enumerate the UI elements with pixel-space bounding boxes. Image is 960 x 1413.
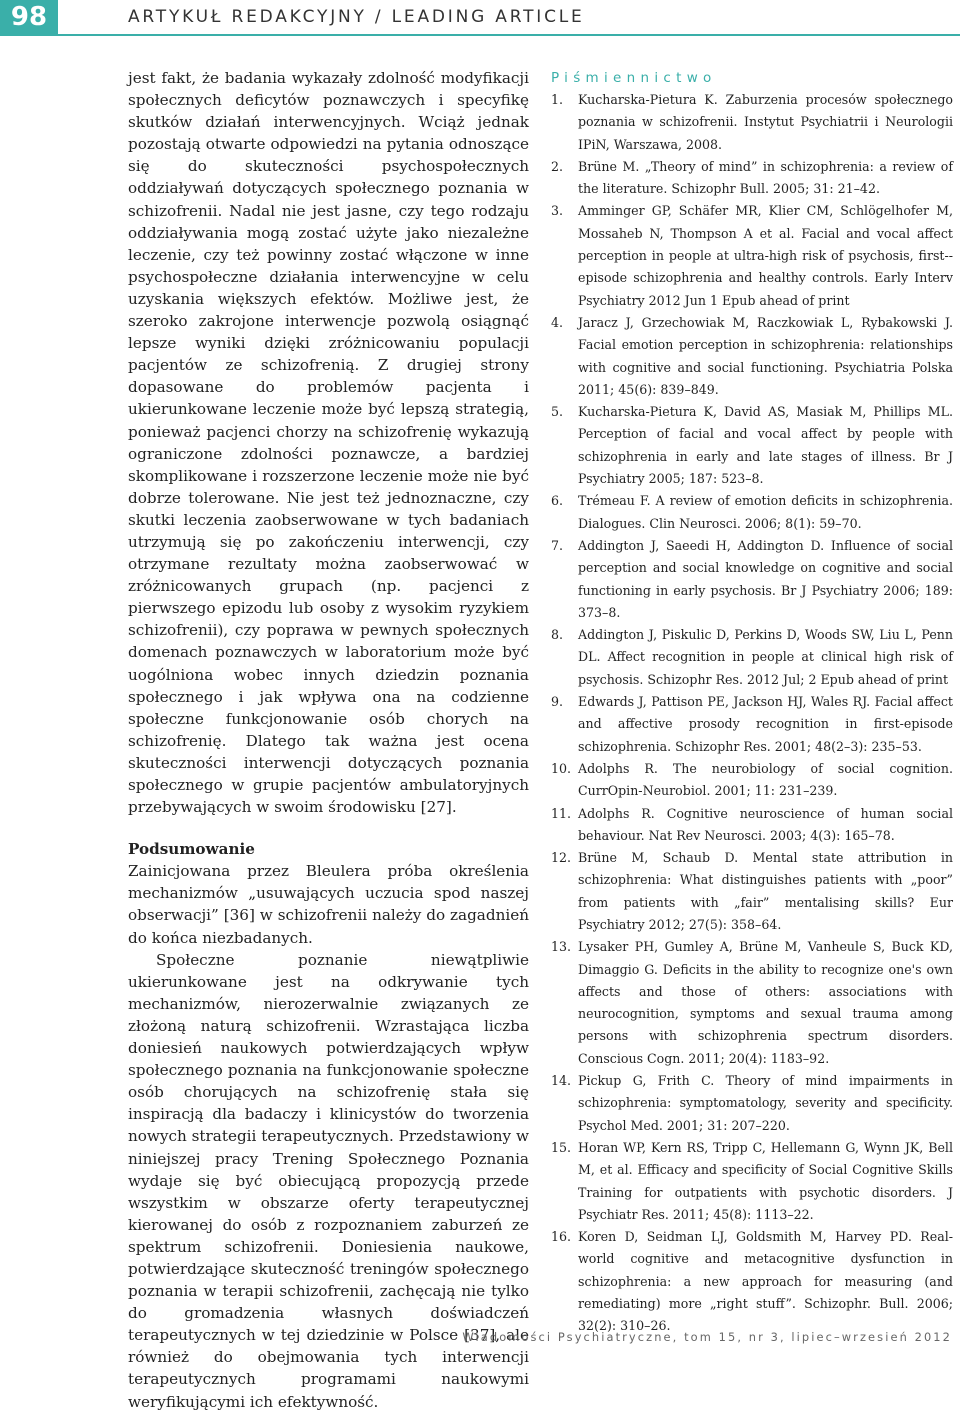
- reference-item: [551, 535, 953, 624]
- reference-item: [551, 312, 953, 401]
- reference-text: Brüne M, Schaub D. Mental state attribution in schizophrenia: What distinguishes patients with „poor” from patients with „fair” mentalising skills? Eur Psychiatry 2012; 27(5): 358–64.: [578, 850, 953, 932]
- reference-item: [551, 1070, 953, 1137]
- reference-number: 3.: [551, 203, 564, 219]
- page-header: [0, 0, 960, 36]
- article-body: [128, 67, 529, 1413]
- reference-number: 1.: [551, 92, 564, 107]
- reference-number: 10.: [551, 760, 572, 776]
- reference-text: Trémeau F. A review of emotion deficits in schizophrenia. Dialogues. Clin Neurosci. 2006; 8(1): 59–70.: [578, 493, 953, 531]
- reference-number: 7.: [551, 537, 564, 553]
- section-heading: Podsumowanie: [128, 840, 255, 859]
- reference-item: [551, 803, 953, 848]
- running-head: ARTYKUŁ REDAKCYJNY / LEADING ARTICLE: [128, 7, 585, 27]
- reference-number: 15.: [551, 1139, 572, 1155]
- reference-item: [551, 156, 953, 201]
- page-number: 98: [0, 0, 58, 34]
- reference-text: Pickup G, Frith C. Theory of mind impairments in schizophrenia: symptomatology, severity and specificity. Psychol Med. 2001; 31: 207–220.: [578, 1073, 953, 1133]
- reference-list: [551, 89, 953, 1338]
- reference-number: 9.: [551, 694, 564, 710]
- reference-text: Kucharska-Pietura K, David AS, Masiak M, Phillips ML. Perception of facial and vocal affect by people with schizophrenia in early and late stages of illness. Br J Psychiatry 2005; 187: 523–8.: [578, 404, 953, 487]
- reference-text: Addington J, Saeedi H, Addington D. Influence of social perception and social knowledge on cognitive and social functioning in early psychosis. Br J Psychiatry 2006; 189: 373–8.: [578, 537, 953, 620]
- reference-item: [551, 89, 953, 156]
- reference-number: 8.: [551, 627, 564, 643]
- reference-number: 11.: [551, 805, 572, 821]
- references-section: [551, 68, 953, 1338]
- reference-number: 5.: [551, 404, 564, 420]
- reference-number: 16.: [551, 1229, 572, 1245]
- reference-item: [551, 691, 953, 758]
- reference-text: Koren D, Seidman LJ, Goldsmith M, Harvey PD. Real-world cognitive and metacognitive dysfunction in schizophrenia: a new approach for measuring (and remediating) more „right stuff”. Schizophr. Bull. 2006; 32(2): 310–26.: [578, 1229, 953, 1334]
- reference-text: Amminger GP, Schäfer MR, Klier CM, Schlögelhofer M, Mossaheb N, Thompson A et al. Facial and vocal affect perception in people at ultra-high risk of psychosis, first--episode schizophrenia and healthy controls. Early Interv Psychiatry 2012 Jun 1 Epub ahead of print: [578, 203, 953, 308]
- reference-number: 13.: [551, 939, 572, 955]
- reference-text: Brüne M. „Theory of mind” in schizophrenia: a review of the literature. Schizophr Bull. 2005; 31: 21–42.: [578, 158, 953, 197]
- reference-text: Addington J, Piskulic D, Perkins D, Woods SW, Liu L, Penn DL. Affect recognition in people at clinical high risk of psychosis. Schizophr Res. 2012 Jul; 2 Epub ahead of print: [578, 627, 953, 687]
- reference-item: [551, 1137, 953, 1226]
- reference-item: [551, 200, 953, 311]
- reference-item: [551, 936, 953, 1070]
- body-paragraph: Zainicjowana przez Bleulera próba określenia mechanizmów „usuwających uczucia spod naszej obserwacji” [36] w schizofrenii należy do zagadnień do końca niezbadanych.: [128, 862, 529, 947]
- journal-footer: Wiadomości Psychiatryczne, tom 15, nr 3, lipiec–wrzesień 2012: [462, 1330, 952, 1344]
- reference-item: [551, 758, 953, 803]
- reference-text: Adolphs R. The neurobiology of social cognition. CurrOpin-Neurobiol. 2001; 11: 231–239.: [578, 760, 953, 799]
- reference-text: Jaracz J, Grzechowiak M, Raczkowiak L, Rybakowski J. Facial emotion perception in schizophrenia: relationships with cognitive and social functioning. Psychiatria Polska 2011; 45(6): 839–849.: [578, 314, 953, 397]
- reference-number: 12.: [551, 850, 572, 866]
- reference-item: [551, 624, 953, 691]
- reference-text: Lysaker PH, Gumley A, Brüne M, Vanheule S, Buck KD, Dimaggio G. Deficits in the ability to recognize one's own affects and those of others: associations with neurocognition, symptoms and sexual trauma among persons with schizophrenia spectrum disorders. Conscious Cogn. 2011; 20(4): 1183–92.: [578, 939, 953, 1066]
- header-rule: [0, 34, 960, 36]
- reference-text: Adolphs R. Cognitive neuroscience of human social behaviour. Nat Rev Neurosci. 2003; 4(3): 165–78.: [578, 805, 953, 843]
- reference-text: Horan WP, Kern RS, Tripp C, Hellemann G, Wynn JK, Bell M, et al. Efficacy and specificity of Social Cognitive Skills Training for outpatients with psychotic disorders. J Psychiatr Res. 2011; 45(8): 1113–22.: [578, 1139, 953, 1222]
- reference-number: 4.: [551, 314, 564, 330]
- body-paragraph: jest fakt, że badania wykazały zdolność modyfikacji społecznych deficytów poznawczych i specyfikę skutków działań interwencyjnych. Wciąż jednak pozostają otwarte odpowiedzi na pytania odnoszące się do skuteczności psychospołecznych oddziaływań dotyczących społecznego poznania w schizofrenii. Nadal nie jest jasne, czy tego rodzaju oddziaływania mogą zostać użyte jako niezależne leczenie, czy też powinny zostać włączone w inne psychospołeczne działania interwencyjne w celu uzyskania większych efektów. Możliwe jest, że szeroko zakrojone interwencje pozwolą osiągnąć lepsze wyniki dzięki zróżnicowaniu populacji pacjentów ze schizofrenią. Z drugiej strony dopasowane do problemów pacjenta i ukierunkowane leczenie może być lepszą strategią, ponieważ pacjenci chorzy na schizofrenię wykazują ograniczone zdolności poznawcze, a bardziej skomplikowane i rozszerzone leczenie może nie być dobrze tolerowane. Nie jest też jednoznaczne, czy skutki leczenia zaobserwowane w tych badaniach utrzymują się po zakończeniu interwencji, czy otrzymane rezultaty można zaobserwować w zróżnicowanych grupach (np. pacjenci z pierwszego epizodu lub osoby z wysokim ryzykiem schizofrenii), czy poprawa w pewnych społecznych domenach poznawczych w laboratorium może być uogólniona wobec innych dziedzin poznania społecznego i jak wpływa ona na codzienne społeczne funkcjonowanie osób chorych na schizofrenię. Dlatego tak ważna jest ocena skuteczności interwencji dotyczących poznania społecznego w grupie pacjentów ambulatoryjnych przebywających w swoim środowisku [27].: [128, 69, 529, 817]
- reference-text: Kucharska-Pietura K. Zaburzenia procesów społecznego poznania w schizofrenii. Instytut Psychiatrii i Neurologii IPiN, Warszawa, 2008.: [578, 92, 953, 152]
- references-heading: Piśmiennictwo: [551, 70, 717, 86]
- reference-text: Edwards J, Pattison PE, Jackson HJ, Wales RJ. Facial affect and affective prosody recognition in first-episode schizophrenia. Schizophr Res. 2001; 48(2–3): 235–53.: [578, 694, 953, 754]
- reference-item: [551, 847, 953, 936]
- reference-number: 2.: [551, 158, 564, 174]
- reference-item: [551, 490, 953, 535]
- body-paragraph: Społeczne poznanie niewątpliwie ukierunkowane jest na odkrywanie tych mechanizmów, nierozerwalnie związanych ze złożoną naturą schizofrenii. Wzrastająca liczba doniesień naukowych potwierdzających wpływ społecznego poznania na funkcjonowanie społeczne osób chorujących na schizofrenię stała się inspiracją dla badaczy i klinicystów do tworzenia nowych strategii terapeutycznych. Przedstawiony w niniejszej pracy Trening Społecznego Poznania wydaje się być obiecującą propozycją przede wszystkim w obszarze oferty terapeutycznej kierowanej do osób z rozpoznaniem zaburzeń ze spektrum schizofrenii. Doniesienia naukowe, potwierdzające skuteczność treningów społecznego poznania w terapii schizofrenii, zachęcają nie tylko do gromadzenia własnych doświadczeń terapeutycznych w tej dziedzinie w Polsce [37], ale również do obejmowania tych interwencji terapeutycznych programami naukowymi weryfikującymi ich efektywność.: [128, 950, 529, 1411]
- reference-number: 14.: [551, 1073, 572, 1089]
- reference-item: [551, 401, 953, 490]
- reference-number: 6.: [551, 493, 564, 509]
- reference-item: [551, 1226, 953, 1337]
